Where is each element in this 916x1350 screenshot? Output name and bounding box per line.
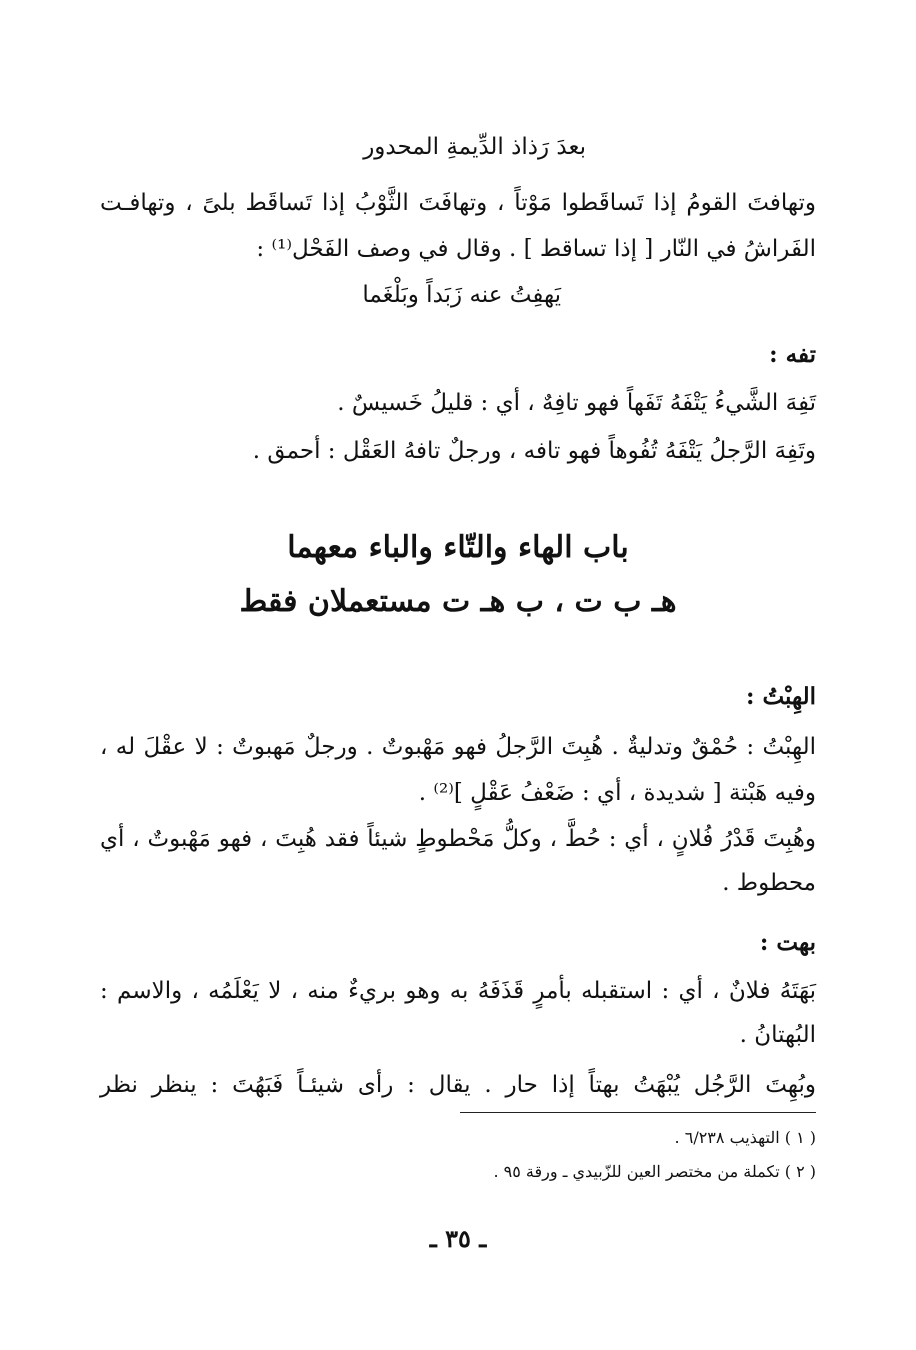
entry-text-line: بَهَتَهُ فلانٌ ، أي : استقبله بأمرٍ قَذَفَهُ به وهو بريءٌ منه ، لا يَعْلَمُه ، والاسم : [100, 978, 816, 1004]
entry-text-line: وبُهِتَ الرَّجُل يُبْهَتُ بهتاً إذا حار . يقال : رأى شيئـاً فَبَهُتَ : ينظر نظر [100, 1072, 816, 1098]
entry-text-line: تَفِهَ الشَّيءُ يَتْفَهُ تَفَهاً فهو تافِهٌ ، أي : قليلُ خَسيسٌ . [337, 390, 816, 416]
entry-heading-hebt: الهِبْتُ : [745, 683, 816, 710]
entry-heading-bahat: بهت : [759, 929, 816, 956]
entry-text-line: محطوط . [722, 870, 816, 896]
entry-text-line: وهُبِتَ قَدْرُ فُلانٍ ، أي : حُطَّ ، وكلُّ مَحْطوطٍ شيئاً فقد هُبِتَ ، فهو مَهْبوتٌ ، أي [100, 826, 816, 852]
entry-text-line: وفيه هَبْتة [ شديدة ، أي : ضَعْفُ عَقْلٍ ]⁽²⁾ . [418, 780, 816, 806]
entry-text-line: الهِبْتُ : حُمْقٌ وتدليةٌ . هُبِتَ الرَّجلُ فهو مَهْبوتٌ . ورجلٌ مَهبوتٌ : لا عقْلَ له ، [100, 734, 816, 760]
verse-line: يَهفِتُ عنه زَبَداً وبَلْغَما [362, 282, 561, 308]
footnote-divider [460, 1112, 816, 1113]
entry-heading-tafah: تفه : [769, 341, 816, 368]
chapter-subtitle: هـ ب ت ، ب هـ ت مستعملان فقط [239, 584, 677, 619]
entry-text-line: البُهتانُ . [739, 1022, 816, 1048]
footnote-2: ( ٢ ) تكملة من مختصر العين للزّبيدي ـ ورقة ٩٥ . [493, 1162, 816, 1181]
chapter-title: باب الهاء والتّاء والباء معهما [287, 530, 629, 565]
verse-line-top: بعدَ رَذاذ الدِّيمةِ المحدور [363, 134, 586, 160]
paragraph-line: الفَراشُ في النّار [ إذا تساقط ] . وقال في وصف الفَحْل⁽¹⁾ : [256, 236, 816, 262]
footnote-1: ( ١ ) التهذيب ٦/٢٣٨ . [674, 1128, 816, 1147]
paragraph-line: وتهافتَ القومُ إذا تَساقَطوا مَوْتاً ، وتهافَتَ الثَّوْبُ إذا تَساقَط بلىً ، وتهافـت [100, 190, 816, 216]
page-number: ـ ٣٥ ـ [429, 1224, 487, 1253]
entry-text-line: وتَفِهَ الرَّجلُ يَتْفَهُ تُفُوهاً فهو تافه ، ورجلٌ تافهُ العَقْل : أحمق . [252, 438, 816, 464]
